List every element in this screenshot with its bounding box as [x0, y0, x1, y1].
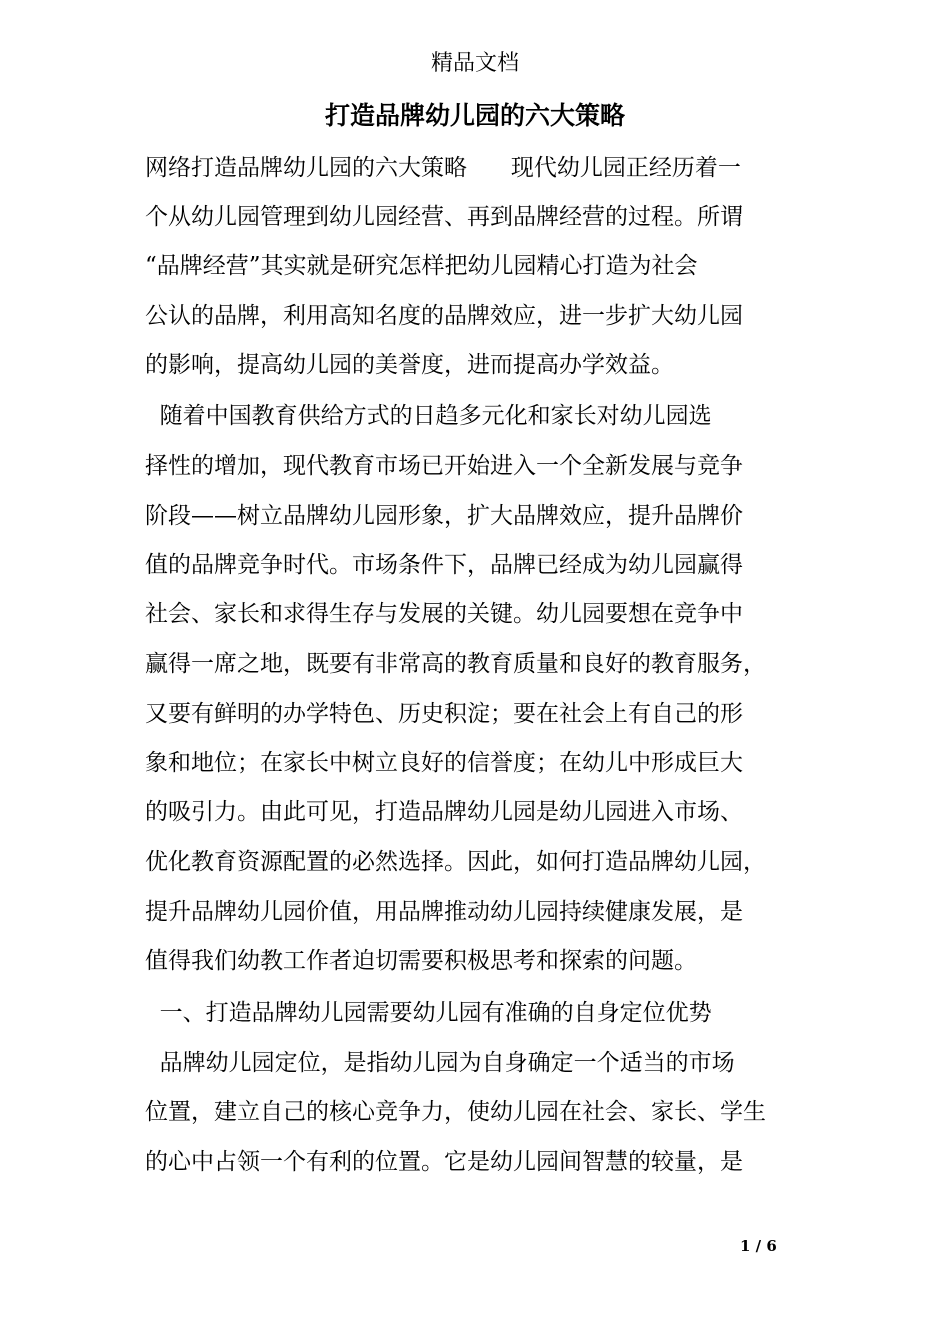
body-line: 值的品牌竞争时代。市场条件下，品牌已经成为幼儿园赢得 [145, 552, 743, 578]
body-line: 的心中占领一个有利的位置。它是幼儿园间智慧的较量，是 [145, 1149, 743, 1175]
body-line: 赢得一席之地，既要有非常高的教育质量和良好的教育服务， [145, 651, 766, 677]
body-line: 网络打造品牌幼儿园的六大策略 现代幼儿园正经历着一 [145, 155, 741, 181]
body-line: 象和地位；在家长中树立良好的信誉度；在幼儿中形成巨大 [145, 750, 743, 776]
body-line: 值得我们幼教工作者迫切需要积极思考和探索的问题。 [145, 948, 697, 974]
body-line: 阶段——树立品牌幼儿园形象，扩大品牌效应，提升品牌价 [145, 503, 743, 529]
body-line: 公认的品牌，利用高知名度的品牌效应，进一步扩大幼儿园 [145, 303, 743, 329]
section-heading: 一、打造品牌幼儿园需要幼儿园有准确的自身定位优势 [145, 1000, 712, 1026]
body-line: 的影响，提高幼儿园的美誉度，进而提高办学效益。 [145, 352, 674, 378]
body-line: 随着中国教育供给方式的日趋多元化和家长对幼儿园选 [145, 403, 712, 429]
body-line: 又要有鲜明的办学特色、历史积淀；要在社会上有自己的形 [145, 701, 743, 727]
body-line: 择性的增加，现代教育市场已开始进入一个全新发展与竞争 [145, 453, 743, 479]
body-line: “品牌经营”其实就是研究怎样把幼儿园精心打造为社会 [145, 253, 698, 279]
document-title: 打造品牌幼儿园的六大策略 [324, 101, 625, 130]
page-number: 1 / 6 [740, 1237, 777, 1255]
body-line: 位置，建立自己的核心竞争力，使幼儿园在社会、家长、学生 [145, 1099, 766, 1125]
body-line: 社会、家长和求得生存与发展的关键。幼儿园要想在竞争中 [145, 601, 743, 627]
body-line: 提升品牌幼儿园价值，用品牌推动幼儿园持续健康发展，是 [145, 899, 743, 925]
page-header: 精品文档 [430, 51, 519, 76]
body-line: 品牌幼儿园定位，是指幼儿园为自身确定一个适当的市场 [145, 1050, 735, 1076]
body-line: 优化教育资源配置的必然选择。因此，如何打造品牌幼儿园， [145, 849, 766, 875]
body-line: 个从幼儿园管理到幼儿园经营、再到品牌经营的过程。所谓 [145, 204, 743, 230]
body-line: 的吸引力。由此可见，打造品牌幼儿园是幼儿园进入市场、 [145, 799, 743, 825]
